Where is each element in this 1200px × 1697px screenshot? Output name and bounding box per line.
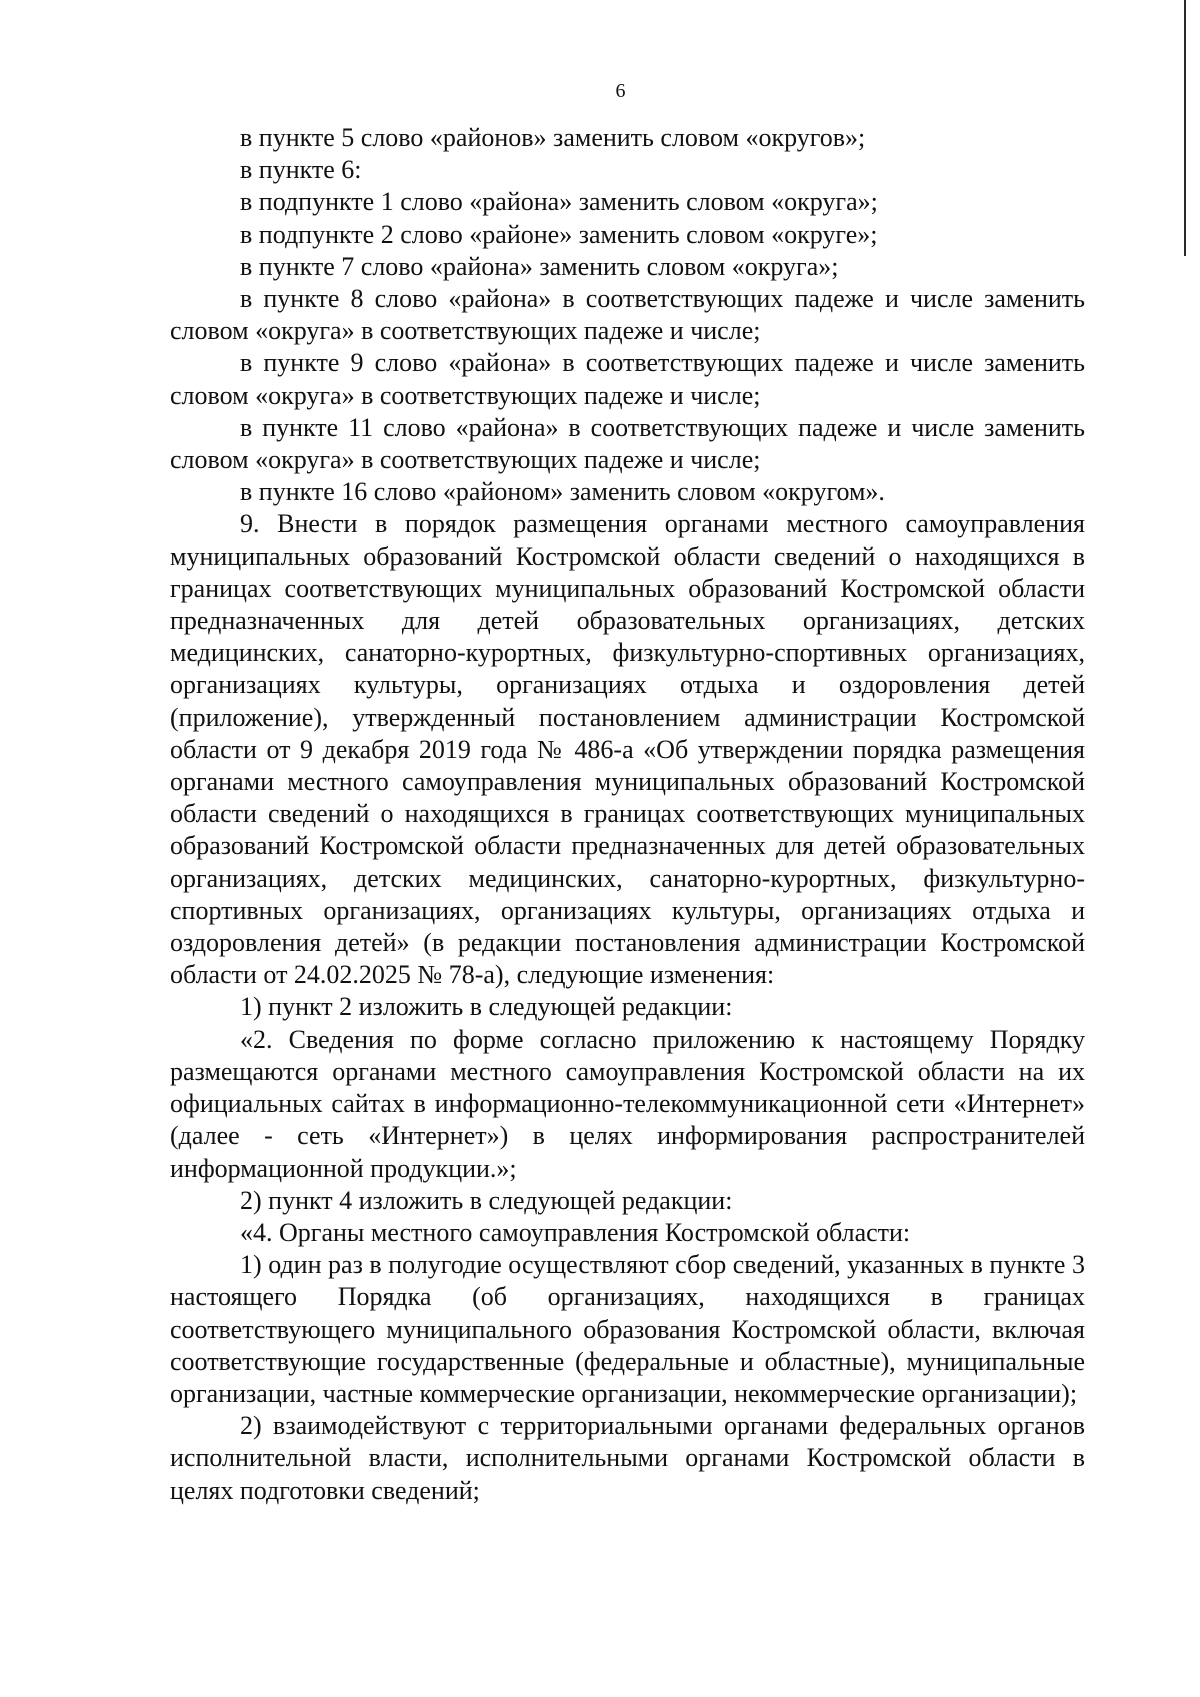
- paragraph: 1) один раз в полугодие осуществляют сбор сведений, указанных в пункте 3 настоящего Порядка (об организациях, находящихся в границах соответствующего муниципального образования Костромской области, включая соответствующие государственные (федеральные и областные), муниципальные организации, частные коммерческие организации, некоммерческие организации);: [170, 1250, 1085, 1408]
- paragraph: в пункте 8 слово «района» в соответствующих падеже и числе заменить словом «округа» в соответствующих падеже и числе;: [170, 284, 1085, 346]
- paragraph: 1) пункт 2 изложить в следующей редакции:: [240, 992, 733, 1022]
- paragraph: в пункте 5 слово «районов» заменить словом «округов»;: [240, 123, 866, 152]
- paragraph: в пункте 9 слово «района» в соответствующих падеже и числе заменить словом «округа» в соответствующих падеже и числе;: [170, 348, 1085, 410]
- paragraph: в подпункте 2 слово «районе» заменить словом «округе»;: [240, 219, 878, 249]
- paragraph: 2) взаимодействуют с территориальными органами федеральных органов исполнительной власти, исполнительными органами Костромской области в целях подготовки сведений;: [170, 1411, 1085, 1505]
- paragraph: в пункте 11 слово «района» в соответствующих падеже и числе заменить словом «округа» в соответствующих падеже и числе;: [170, 412, 1085, 475]
- paragraph: 9. Внести в порядок размещения органами местного самоуправления муниципальных образований Костромской области сведений о находящихся в границах соответствующих муниципальных образований Костромской области предназначенных для детей образовательных организациях, детских медицинских, санаторно-курортных, физкультурно-спортивных организациях, организациях культуры, организациях отдыха и оздоровления детей (приложение), утвержденный постановлением администрации Костромской области от 9 декабря 2019 года № 486-а «Об утверждении порядка размещения органами местного самоуправления муниципальных образований Костромской области сведений о находящихся в границах соответствующих муниципальных образований Костромской области предназначенных для детей образовательных организациях, детских медицинских, санаторно-курортных, физкультурно-спортивных организациях, организациях культуры, организациях отдыха и оздоровления детей» (в редакции постановления администрации Костромской области от 24.02.2025 № 78-а), следующие изменения:: [170, 509, 1085, 990]
- paragraph: в пункте 7 слово «района» заменить словом «округа»;: [240, 251, 839, 281]
- scan-edge-line: [1184, 0, 1186, 256]
- paragraph: 2) пункт 4 изложить в следующей редакции:: [240, 1185, 733, 1215]
- page-number: 6: [615, 80, 626, 102]
- paragraph: в пункте 16 слово «районом» заменить словом «округом».: [240, 477, 885, 507]
- document-body: [170, 122, 1085, 1507]
- paragraph: «4. Органы местного самоуправления Костромской области:: [240, 1217, 911, 1247]
- paragraph: в подпункте 1 слово «района» заменить словом «округа»;: [240, 187, 878, 217]
- paragraph: в пункте 6:: [240, 155, 362, 185]
- paragraph: «2. Сведения по форме согласно приложению к настоящему Порядку размещаются органами местного самоуправления Костромской области на их официальных сайтах в информационно-телекоммуникационной сети «Интернет» (далее - сеть «Интернет») в целях информирования распространителей информационной продукции.»;: [170, 1024, 1085, 1183]
